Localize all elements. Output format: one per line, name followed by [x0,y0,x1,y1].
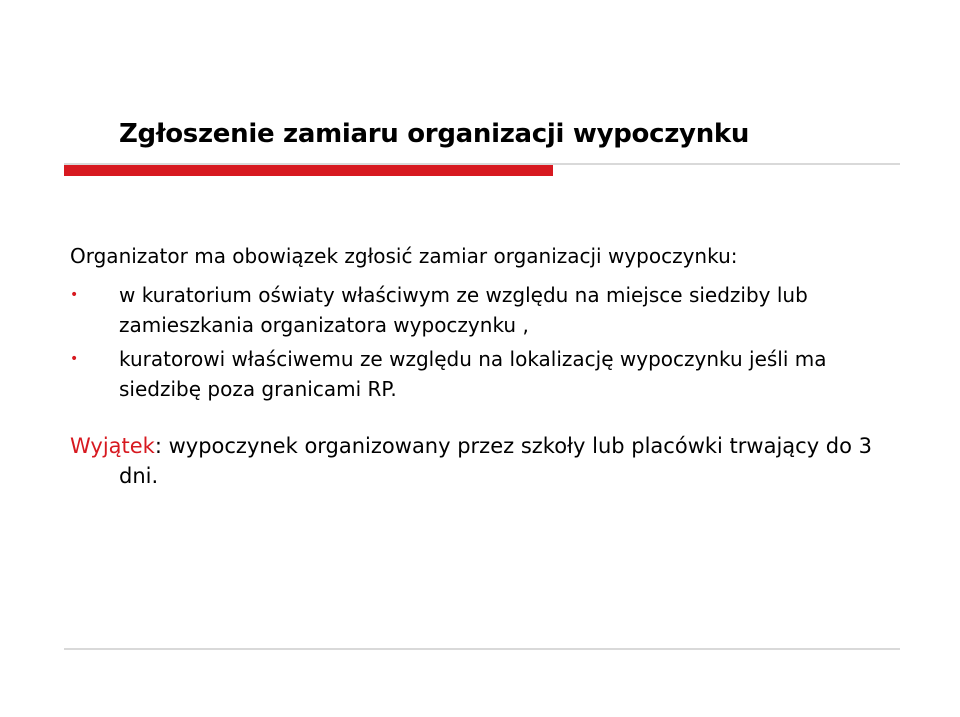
exception-label: Wyjątek [70,434,155,458]
intro-paragraph: Organizator ma obowiązek zgłosić zamiar organizacji wypoczynku: [70,244,738,268]
bullet-list [70,280,910,404]
bullet-text: w kuratorium oświaty właściwym ze względu na miejsce siedziby lub zamieszkania organizatora wypoczynku , [119,283,808,337]
bullet-dot-icon: • [70,287,79,303]
bullet-item-kurator [70,344,910,404]
exception-paragraph [70,431,910,491]
bullet-item-kuratorium [70,280,910,340]
slide-body [70,241,910,491]
bullet-dot-icon: • [70,351,79,367]
exception-text: : wypoczynek organizowany przez szkoły lub placówki trwający do 3 dni. [119,434,873,488]
bullet-text: kuratorowi właściwemu ze względu na lokalizację wypoczynku jeśli ma siedzibę poza granicami RP. [119,347,827,401]
title-accent-bar [64,165,553,176]
footer-divider [64,648,900,650]
slide-title: Zgłoszenie zamiaru organizacji wypoczynku [119,119,750,149]
